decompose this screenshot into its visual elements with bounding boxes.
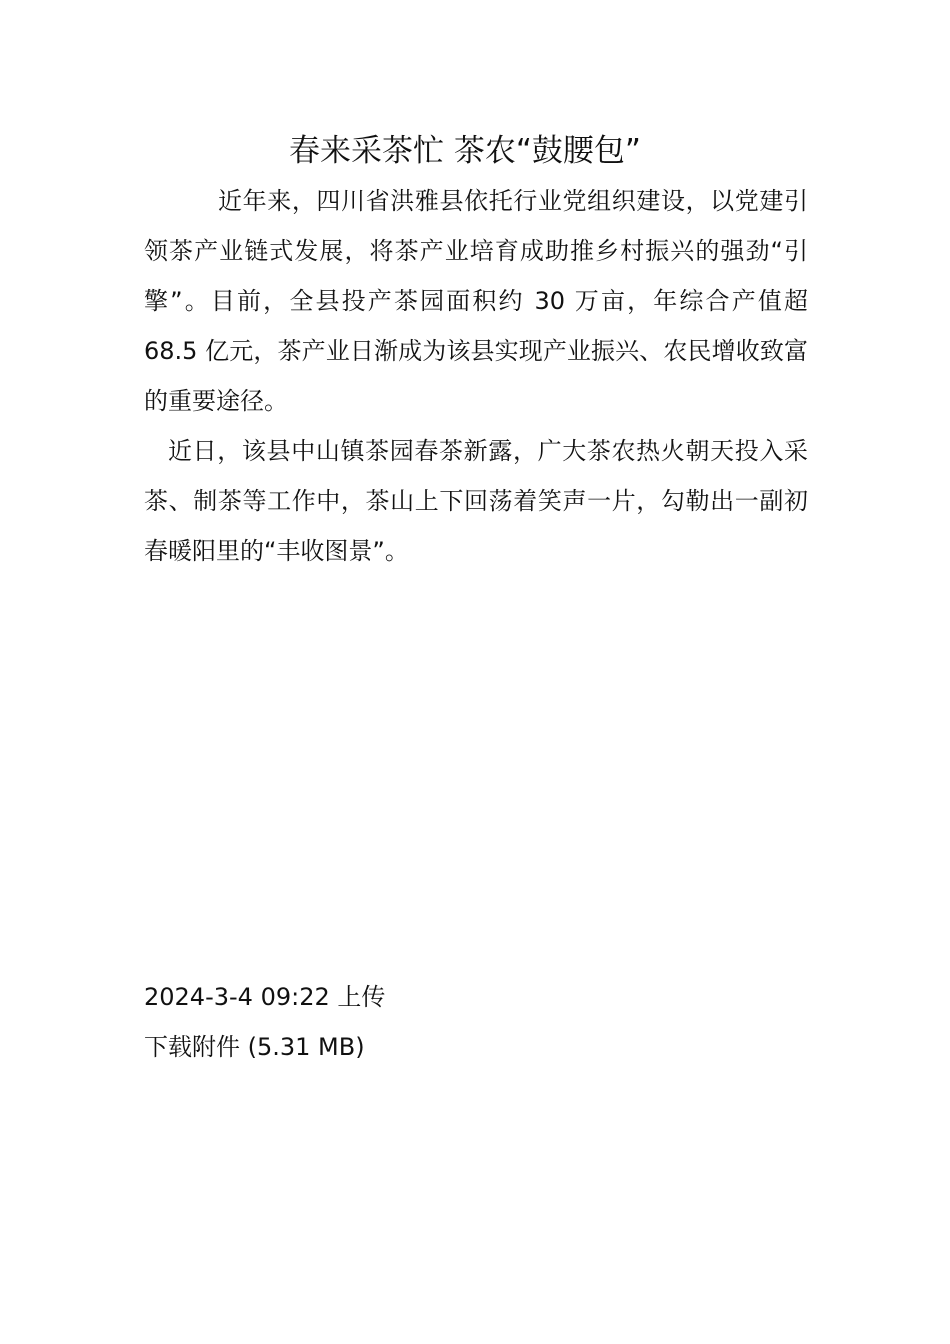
paragraph-2: 近日，该县中山镇茶园春茶新露，广大茶农热火朝天投入采茶、制茶等工作中，茶山上下回荡着笑声一片，勾勒出一副初春暖阳里的“丰收图景”。 <box>144 437 808 565</box>
upload-timestamp: 2024-3-4 09:22 上传 <box>144 983 386 1011</box>
download-attachment-link[interactable]: 下载附件 (5.31 MB) <box>144 1033 365 1061</box>
paragraph-1: 近年来，四川省洪雅县依托行业党组织建设，以党建引领茶产业链式发展，将茶产业培育成助推乡村振兴的强劲“引擎”。目前，全县投产茶园面积约 30 万亩，年综合产值超 68.5 亿元，茶产业日渐成为该县实现产业振兴、农民增收致富的重要途径。 <box>144 187 808 415</box>
attachment-info <box>144 972 385 1072</box>
article-body <box>144 176 808 576</box>
article-title: 春来采茶忙 茶农“鼓腰包” <box>289 133 641 169</box>
